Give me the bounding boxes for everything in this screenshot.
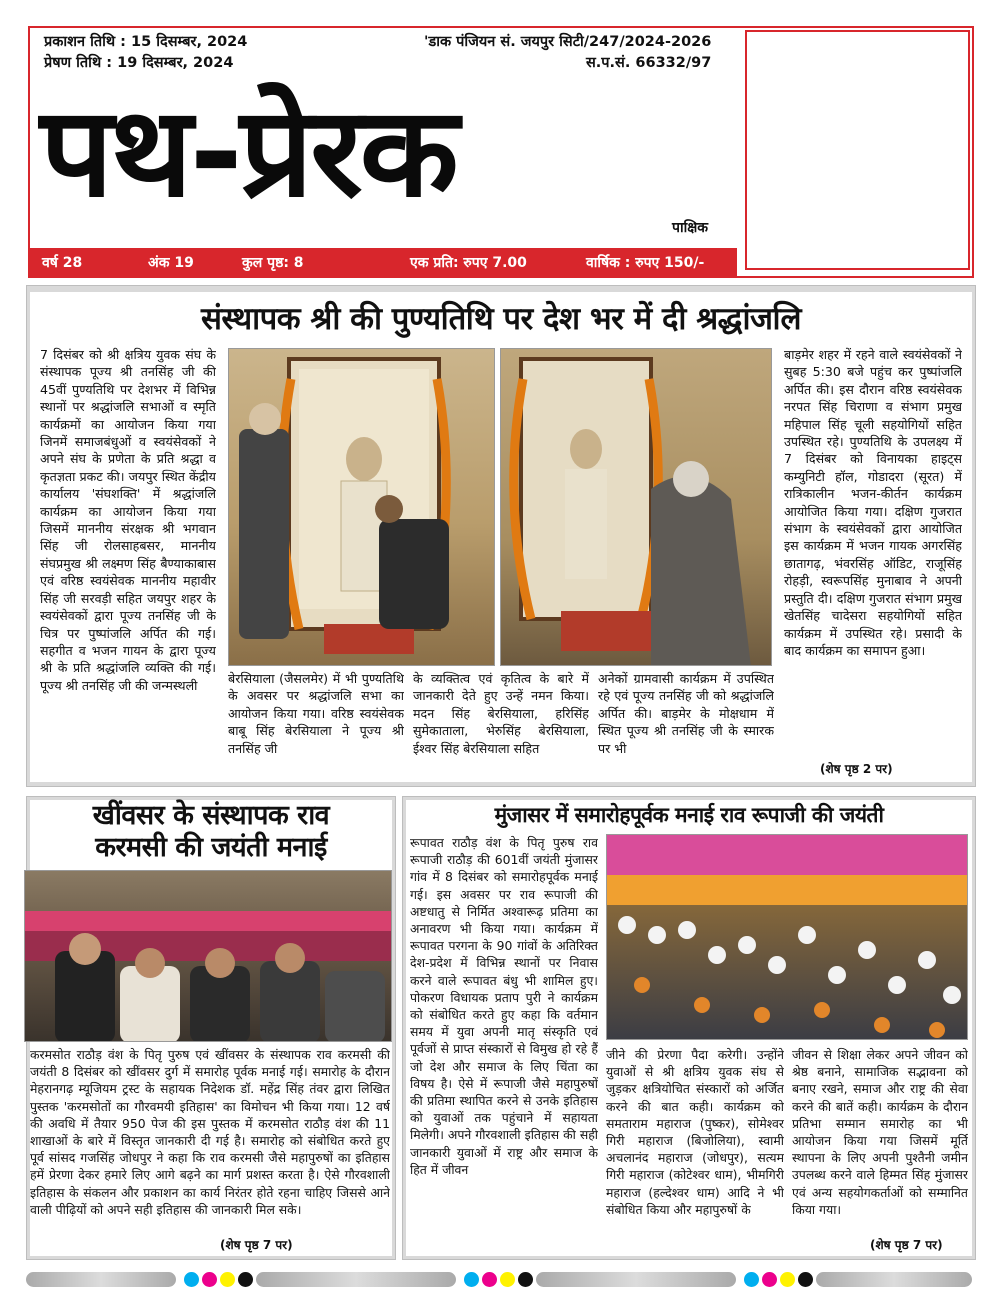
- lead-story-continued: (शेष पृष्ठ 2 पर): [820, 762, 893, 776]
- magenta-dot: [482, 1272, 497, 1287]
- tribute-photo-2-graphic: [501, 349, 772, 666]
- story-khinvsar-headline-line-2: करमसी की जयंती मनाई: [95, 832, 327, 863]
- footer-gray-strip-2: [256, 1272, 456, 1287]
- issue-number: अंक 19: [148, 255, 194, 271]
- magenta-dot: [762, 1272, 777, 1287]
- lead-story-column-2: बेरसियाला (जैसलमेर) में भी पुण्यतिथि के अवसर पर श्रद्धांजलि सभा का आयोजन किया गया। वरिष्ठ स्वयंसेवक बाबू सिंह बेरसियाला ने पूज्य श्री तनसिंह जी: [228, 671, 404, 756]
- newspaper-reg-number: स.प.सं. 66332/97: [586, 55, 712, 71]
- tribute-photo-1: [228, 348, 495, 666]
- issue-info-bar: [30, 248, 737, 276]
- dispatch-date: प्रेषण तिथि : 19 दिसम्बर, 2024: [44, 55, 234, 71]
- cyan-dot: [464, 1272, 479, 1287]
- annual-price: वार्षिक : रुपए 150/-: [586, 255, 705, 271]
- story-munjasar-column-1: रूपावत राठौड़ वंश के पितृ पुरुष राव रूपाजी राठौड़ की 601वीं जयंती मुंजासर गांव में 8 दिसंबर को समारोहपूर्वक मनाई गई। इस अवसर पर राव रूपाजी की अष्टधातु से निर्मित अश्वारूढ़ प्रतिमा का अनावरण भी किया गया। कार्यक्रम में रूपावत परगना के 90 गांवों के अतिरिक्त देश-प्रदेश में विभिन्न स्थानों पर निवास करने वाले रूपावत बंधु भी शामिल हुए। पोकरण विधायक प्रताप पुरी ने कार्यक्रम को संबोधित करते हुए कहा कि वर्तमान समय में युवा अपनी मातृ संस्कृति एवं पूर्वजों से प्राप्त संस्कारों से विमुख हो रहे हैं जो देश और समाज के लिए चिंता का विषय है। ऐसे में रूपाजी जैसे महापुरुषों की प्रतिमा स्थापित करने से उनके इतिहास को युवाओं तक पहुंचाने में सहायता मिलेगी। अपने गौरवशाली इतिहास की सही जानकारी युवाओं में राष्ट्र और समाज के हित में जीवन: [410, 835, 598, 1177]
- story-munjasar-column-3: जीवन से शिक्षा लेकर अपने जीवन को श्रेष्ठ बनाने, सामाजिक सद्भावना को बनाए रखने, समाज और राष्ट्र की सेवा करने की बातें कही। कार्यक्रम के दौरान प्रतिभा सम्मान समारोह का भी आयोजन किया गया जिसमें मूर्ति स्थापना के लिए अपनी पुश्तैनी जमीन उपलब्ध करने वाले हिम्मत सिंह मुंजासर एवं अन्य सहयोगकर्ताओं को सम्मानित किया गया।: [792, 1047, 968, 1217]
- story-munjasar-continued: (शेष पृष्ठ 7 पर): [870, 1238, 943, 1252]
- newspaper-title-logo: पथ-प्रेरक: [40, 81, 456, 225]
- tribute-photo-2: [500, 348, 772, 666]
- lead-story-column-5: बाड़मेर शहर में रहने वाले स्वयंसेवकों ने सुबह 5:30 बजे पहुंच कर पुष्पांजलि अर्पित की। इस दौरान वरिष्ठ स्वयंसेवक नरपत सिंह चिराणा व संभाग प्रमुख महिपाल सिंह चूली सहयोगियों सहित उपस्थित रहे। पुण्यतिथि के उपलक्ष्य में 7 दिसंबर को विनायका हाइट्स कम्युनिटी हॉल, गोडादरा (सूरत) में रात्रिकालीन भजन-कीर्तन कार्यक्रम आयोजित किया गया। दक्षिण गुजरात संभाग के स्वयंसेवकों द्वारा आयोजित इस कार्यक्रम में भजन गायक अगरसिंह छातागढ़, भंवरसिंह ऑडिट, राजूसिंह रोहड़ी, स्वरूपसिंह मुनाबाव ने अपनी प्रस्तुति दी। दक्षिण गुजरात संभाग प्रमुख खेतसिंह चादेसरा सहयोगियों सहित कार्यक्रम में उपस्थित रहे। प्रसादी के बाद कार्यक्रम का समापन हुआ।: [784, 347, 962, 658]
- address-stamp-box: [745, 30, 970, 270]
- munjasar-crowd-photo: [606, 834, 968, 1040]
- cmyk-registration-marks-2: [464, 1272, 533, 1287]
- total-pages: कुल पृष्ठ: 8: [242, 255, 304, 271]
- lead-story-headline: संस्थापक श्री की पुण्यतिथि पर देश भर में दी श्रद्धांजलि: [200, 301, 802, 337]
- cyan-dot: [744, 1272, 759, 1287]
- cyan-dot: [184, 1272, 199, 1287]
- story-munjasar-headline: मुंजासर में समारोहपूर्वक मनाई राव रूपाजी की जयंती: [494, 803, 884, 827]
- khinvsar-event-photo: [24, 870, 392, 1042]
- footer-gray-strip-3: [536, 1272, 736, 1287]
- volume-year: वर्ष 28: [42, 255, 83, 271]
- frequency-label: पाक्षिक: [672, 220, 708, 236]
- publication-date: प्रकाशन तिथि : 15 दिसम्बर, 2024: [44, 34, 248, 50]
- single-copy-price: एक प्रति: रुपए 7.00: [410, 255, 527, 271]
- black-dot: [518, 1272, 533, 1287]
- yellow-dot: [780, 1272, 795, 1287]
- tribute-photo-1-graphic: [229, 349, 495, 666]
- lead-story-column-3: के व्यक्तित्व एवं कृतित्व के बारे में जानकारी देते हुए उन्हें नमन किया। मदन सिंह बेरसियाला, हरिसिंह सुमेकाताला, भेरुसिंह बेरसियाला, ईश्वर सिंह बेरसियाला सहित: [413, 671, 589, 756]
- footer-gray-strip-1: [26, 1272, 176, 1287]
- cmyk-registration-marks-3: [744, 1272, 813, 1287]
- lead-story-column-1: 7 दिसंबर को श्री क्षत्रिय युवक संघ के संस्थापक पूज्य श्री तनसिंह जी की 45वीं पुण्यतिथि पर देशभर में विभिन्न स्थानों पर श्रद्धांजलि सभाओं व स्मृति कार्यक्रमों का आयोजन किया गया जिनमें समाजबंधुओं व स्वयंसेवकों ने अपने संघ के प्रणेता के प्रति श्रद्धा व कृतज्ञता प्रकट की। जयपुर स्थित केंद्रीय कार्यालय 'संघशक्ति' में श्रद्धांजलि कार्यक्रम का आयोजन किया गया जिसमें माननीय संरक्षक श्री भगवान सिंह जी रोलसाहबसर, माननीय संघप्रमुख श्री लक्ष्मण सिंह बैण्याकाबास एवं वरिष्ठ स्वयंसेवक माननीय महावीर सिंह जी सरवड़ी सहित जयपुर शहर के स्वयंसेवकों द्वारा पूज्य तनसिंह जी के चित्र पर पुष्पांजलि अर्पित की गई। सहगीत व भजन गायन के द्वारा पूज्य श्री के प्रति श्रद्धांजलि व्यक्ति की गई। पूज्य श्री तनसिंह जी की जन्मस्थली: [40, 347, 216, 693]
- lead-story-column-4: अनेकों ग्रामवासी कार्यक्रम में उपस्थित रहे एवं पूज्य तनसिंह जी को श्रद्धांजलि अर्पित की। बाड़मेर के मोक्षधाम में स्थित पूज्य श्री तनसिंह जी के स्मारक पर भी: [598, 671, 774, 756]
- black-dot: [238, 1272, 253, 1287]
- story-munjasar-column-2: जीने की प्रेरणा पैदा करेगी। उन्होंने युवाओं से श्री क्षत्रिय युवक संघ से जुड़कर क्षत्रियोचित संस्कारों को अर्जित करने की बात कही। कार्यक्रम को समताराम महाराज (पुष्कर), सोमेश्वर गिरी महाराज (बिजोलिया), स्वामी अचलानंद महाराज (जोधपुर), सत्यम गिरी महाराज (कोटेश्वर धाम), भीमगिरी महाराज (हल्देश्वर धाम) आदि ने भी संबोधित किया और महापुरुषों के: [606, 1047, 784, 1217]
- story-khinvsar-headline-line-1: खींवसर के संस्थापक राव: [92, 800, 330, 831]
- magenta-dot: [202, 1272, 217, 1287]
- munjasar-crowd-photo-graphic: [607, 835, 968, 1040]
- story-khinvsar-continued: (शेष पृष्ठ 7 पर): [220, 1238, 293, 1252]
- story-khinvsar-body: करमसोत राठौड़ वंश के पितृ पुरुष एवं खींवसर के संस्थापक राव करमसी की जयंती 8 दिसंबर को खींवसर दुर्ग में समारोह पूर्वक मनाई गई। समारोह के दौरान मेहरानगढ़ म्यूजियम ट्रस्ट के सहायक निदेशक डॉ. महेंद्र सिंह तंवर द्वारा लिखित पुस्तक 'करमसोतों का गौरवमयी इतिहास' का विमोचन भी किया गया। 12 वर्ष की अवधि में तैयार 950 पेज की इस पुस्तक में करमसोत राठौड़ वंश की 11 शाखाओं के बारे में विस्तृत जानकारी दी गई है। समारोह को संबोधित करते हुए पूर्व सांसद गजसिंह जोधपुर ने कहा कि राव करमसी जैसे महापुरुषों का इतिहास हमें प्रेरणा देकर हमारे लिए आगे बढ़ने का मार्ग प्रशस्त करता है। ऐसे गौरवशाली इतिहास के संकलन और प्रकाशन का कार्य निरंतर होते रहना चाहिए जिससे आने वाली पीढ़ियों को अपने सही इतिहास की जानकारी मिल सके।: [30, 1047, 390, 1217]
- footer-gray-strip-4: [816, 1272, 972, 1287]
- khinvsar-event-photo-graphic: [25, 871, 392, 1042]
- postal-registration: 'डाक पंजियन सं. जयपुर सिटी/247/2024-2026: [424, 34, 712, 50]
- black-dot: [798, 1272, 813, 1287]
- yellow-dot: [220, 1272, 235, 1287]
- yellow-dot: [500, 1272, 515, 1287]
- cmyk-registration-marks-1: [184, 1272, 253, 1287]
